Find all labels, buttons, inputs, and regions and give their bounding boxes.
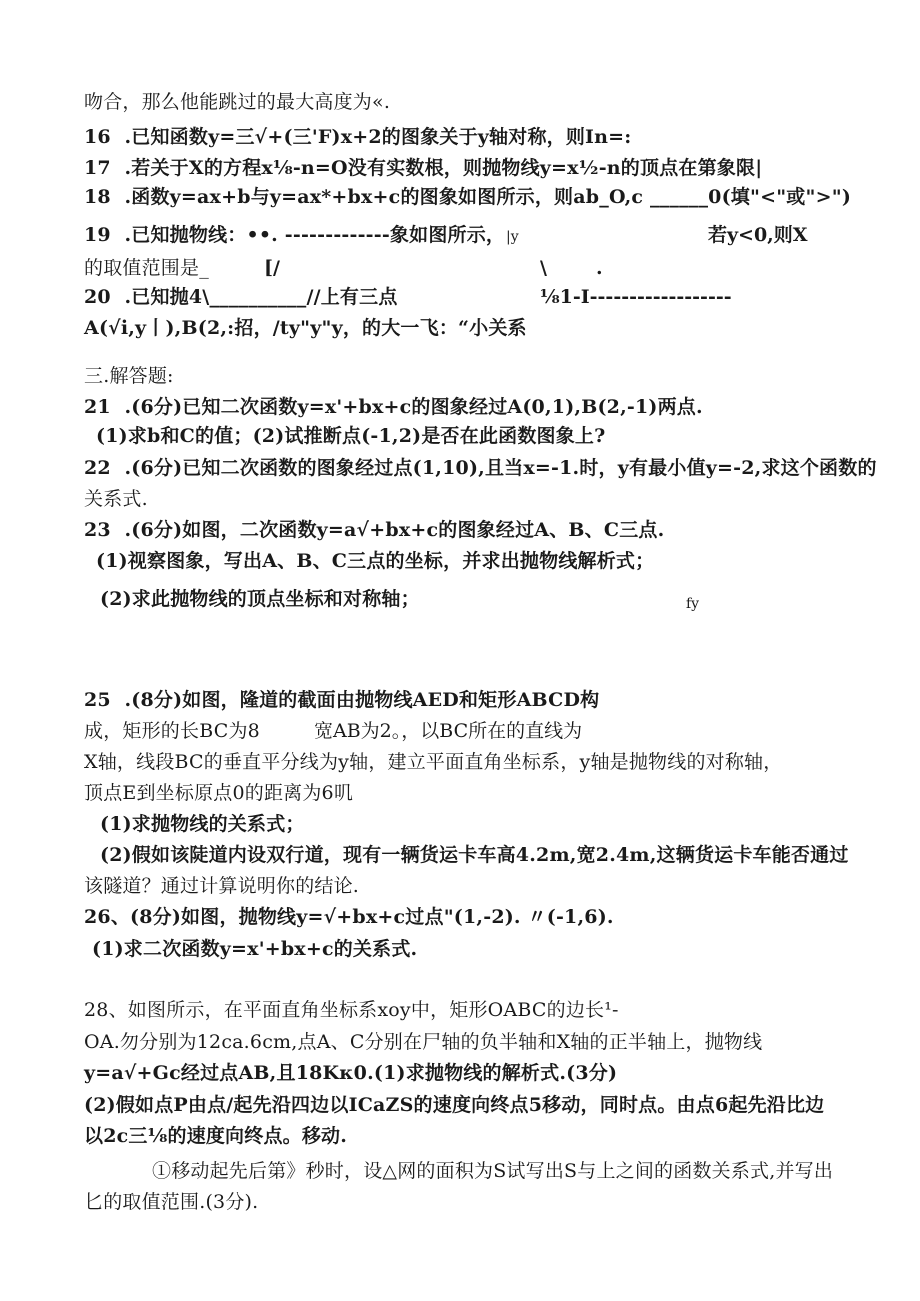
question-21-parts: (1)求b和C的值；(2)试推断点(-1,2)是否在此函数图象上? — [96, 425, 606, 447]
graph-fragment-2: \ — [540, 257, 547, 279]
graph-y-mark: |y — [506, 229, 519, 245]
question-25-line-2b: 宽AB为2。，以BC所在的直线为 — [314, 720, 583, 742]
question-20-graph-fragment: ⅛1-I------------------ — [540, 286, 732, 308]
question-26-part-1: (1)求二次函数y=x'+bx+c的关系式. — [92, 938, 418, 960]
graph-fragment-1: [/ — [264, 257, 280, 279]
question-28-subpart-1: ①移动起先后第》秒时，设△网的面积为S试写出S与上之间的函数关系式,并写出 — [152, 1160, 834, 1182]
question-25: 25 .(8分)如图，隆道的截面由抛物线AED和矩形ABCD构 — [84, 689, 600, 711]
question-25-line-4: 顶点E到坐标原点0的距离为6叽 — [84, 782, 354, 804]
question-21: 21 .(6分)已知二次函数y=x'+bx+c的图象经过A(0,1),B(2,-1)两点. — [84, 396, 703, 418]
question-28-part-2: (2)假如点P由点/起先沿四边以ICaZS的速度向终点5移动，同时点。由点6起先沿比边 — [84, 1094, 825, 1116]
question-19-range: 的取值范围是_ — [84, 257, 209, 279]
question-28-line-2: OA.勿分别为12ca.6cm,点A、C分别在尸轴的负半轴和X轴的正半轴上，抛物线 — [84, 1031, 763, 1053]
question-20-points: A(√i,y丨),B(2,:招，/ty"y"y，的大一飞：“小关系 — [84, 317, 527, 339]
question-28-part-2-continuation: 以2c三⅛的速度向终点。移动. — [84, 1125, 348, 1147]
question-18: 18 .函数y=ax+b与y=ax*+bx+c的图象如图所示，则ab_O,c ______0(填"<"或">") — [84, 186, 852, 208]
question-19: 19 .已知抛物线：••. -------------象如图所示， — [84, 224, 506, 246]
question-28-subpart-1-continuation: 匕的取值范围.(3分). — [84, 1191, 259, 1213]
question-28: 28、如图所示，在平面直角坐标系xoy中，矩形OABC的边长¹- — [84, 999, 619, 1021]
question-16: 16 .已知函数y=三√+(三'F)x+2的图象关于y轴对称，则In=: — [84, 126, 632, 148]
question-19-condition: 若y<0,则X — [708, 224, 808, 246]
question-25-part-2-continuation: 该隧道？通过计算说明你的结论. — [84, 875, 360, 897]
question-28-part-1: y=a√+Gc经过点AB,且18Kκ0.(1)求抛物线的解析式.(3分) — [84, 1062, 618, 1084]
question-23: 23 .(6分)如图，二次函数y=a√+bx+c的图象经过A、B、C三点. — [84, 519, 665, 541]
question-20: 20 .已知抛4\__________//上有三点 — [84, 286, 398, 308]
question-23-part-2: (2)求此抛物线的顶点坐标和对称轴； — [100, 588, 420, 610]
graph-fragment-3: . — [596, 257, 603, 279]
question-25-part-2: (2)假如该陡道内设双行道，现有一辆货运卡车高4.2m,宽2.4m,这辆货运卡车能否通过 — [100, 844, 849, 866]
question-22-continuation: 关系式. — [84, 488, 148, 510]
question-17: 17 .若关于X的方程x⅛-n=O没有实数根，则抛物线y=x½-n的顶点在第象限| — [84, 157, 763, 179]
question-23-part-1: (1)视察图象，写出A、B、C三点的坐标，并求出抛物线解析式； — [96, 550, 655, 572]
question-25-line-3: X轴，线段BC的垂直平分线为y轴，建立平面直角坐标系，y轴是抛物线的对称轴， — [84, 751, 783, 773]
graph-fy-label: fy — [686, 596, 700, 612]
q15-continuation: 吻合，那么他能跳过的最大高度为«. — [84, 91, 391, 113]
question-25-line-2a: 成，矩形的长BC为8 — [84, 720, 260, 742]
question-25-part-1: (1)求抛物线的关系式； — [100, 813, 305, 835]
question-22: 22 .(6分)已知二次函数的图象经过点(1,10),且当x=-1.时，y有最小值y=-2,求这个函数的 — [84, 457, 877, 479]
question-26: 26、(8分)如图，抛物线y=√+bx+c过点"(1,-2). 〃(-1,6). — [84, 906, 614, 928]
section-heading: 三.解答题: — [84, 365, 174, 387]
